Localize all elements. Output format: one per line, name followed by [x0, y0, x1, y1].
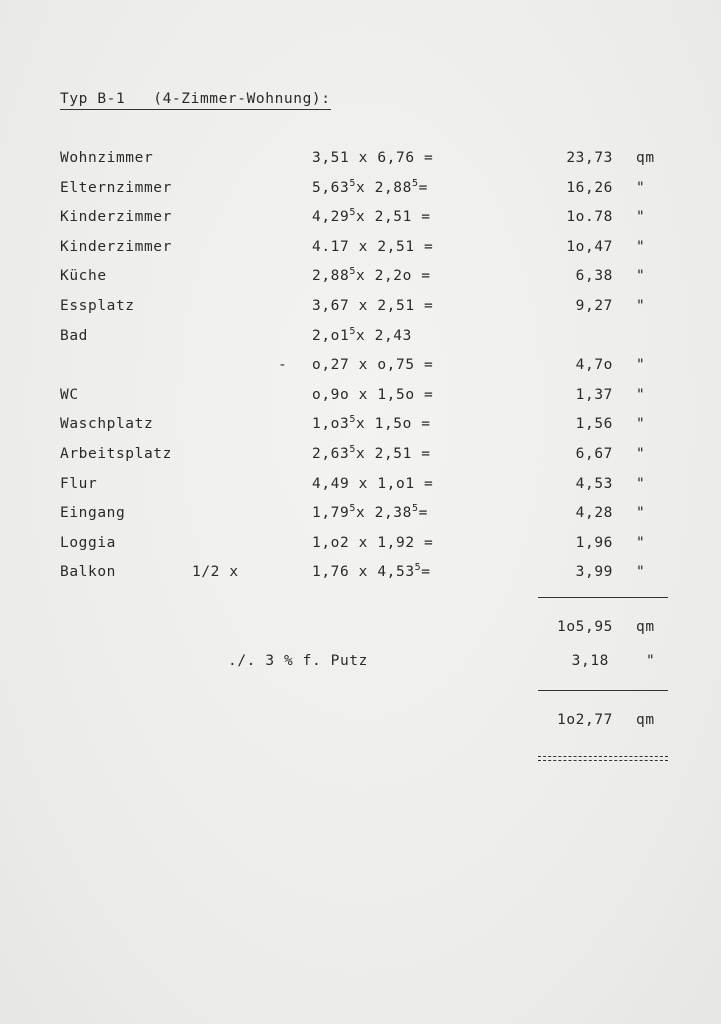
deduction-area: 3,18 [571, 653, 609, 669]
equals-sign: = [424, 239, 434, 255]
document-title: Typ B-1 (4-Zimmer-Wohnung): [60, 92, 331, 110]
dimension-a: 3,51 [312, 150, 350, 166]
area-value: 1,56 [575, 416, 613, 432]
area-value: 3,99 [575, 564, 613, 580]
room-name: Arbeitsplatz [60, 446, 172, 462]
dimension-formula: 1,o2 x 1,92 = [312, 535, 434, 551]
area-value: 4,28 [575, 505, 613, 521]
area-value: 16,26 [566, 180, 613, 196]
subtotal-unit: qm [636, 619, 655, 635]
dimension-formula: 3,67 x 2,51 = [312, 298, 434, 314]
room-name: Elternzimmer [60, 180, 172, 196]
total-rule [538, 690, 668, 691]
dimension-a: 2,88 [312, 268, 350, 284]
area-value: 6,67 [575, 446, 613, 462]
area-value: 4,53 [575, 476, 613, 492]
dimension-formula: 2,63$^5$x 2,51 = [312, 444, 431, 462]
equals-sign: = [424, 357, 434, 373]
equals-sign: = [421, 416, 431, 432]
room-name: Eingang [60, 505, 126, 521]
dimension-b: o,75 [377, 357, 415, 373]
dimension-a-superscript: 5 [349, 414, 356, 425]
area-unit: " [636, 505, 646, 521]
dimension-a-superscript: 5 [349, 444, 356, 455]
dimension-a: 2,o1 [312, 328, 350, 344]
equals-sign: = [424, 535, 434, 551]
subtotal-rule [538, 597, 668, 598]
area-unit: " [636, 180, 646, 196]
dimension-a: 4.17 [312, 239, 350, 255]
dimension-b-superscript: 5 [411, 178, 419, 189]
equals-sign: = [418, 505, 428, 521]
area-value: 23,73 [566, 150, 613, 166]
room-name: Balkon [60, 564, 116, 580]
dimension-b-superscript: 5 [411, 503, 419, 514]
dimension-formula: 1,79$^5$x $2,38^5=$ [312, 503, 428, 521]
dimension-a-superscript: 5 [349, 326, 356, 337]
area-unit: " [636, 209, 646, 225]
equals-sign: = [424, 387, 434, 403]
room-name: Bad [60, 328, 88, 344]
dimension-b: 1,5o [377, 387, 415, 403]
dimension-formula: 1,76 x $4,53^5=$ [312, 562, 431, 580]
room-name: Waschplatz [60, 416, 154, 432]
equals-sign: = [421, 209, 431, 225]
subtotal-area: 1o5,95 [557, 619, 613, 635]
dimension-b: 1,92 [377, 535, 415, 551]
dimension-b: 4,53 [377, 564, 415, 580]
dimension-b: 2,51 [377, 239, 415, 255]
dimension-a: 3,67 [312, 298, 350, 314]
area-unit: " [636, 416, 646, 432]
area-unit: " [636, 387, 646, 403]
room-name: Loggia [60, 535, 116, 551]
area-unit: " [636, 535, 646, 551]
equals-sign: = [421, 446, 431, 462]
area-unit: " [636, 476, 646, 492]
area-value: 1,96 [575, 535, 613, 551]
dimension-b: 2,51 [377, 298, 415, 314]
dimension-formula: o,27 x o,75 = [312, 357, 434, 373]
minus-sign: - [278, 357, 288, 373]
room-name: Küche [60, 268, 107, 284]
factor-label: 1/2 x [192, 564, 239, 580]
equals-sign: = [421, 268, 431, 284]
area-value: 4,7o [575, 357, 613, 373]
dimension-b: 2,88 [374, 180, 412, 196]
dimension-a: 4,29 [312, 209, 350, 225]
dimension-a: 1,o2 [312, 535, 350, 551]
room-name: Kinderzimmer [60, 209, 172, 225]
double-underline [538, 756, 668, 761]
area-value: 1o,47 [566, 239, 613, 255]
equals-sign: = [424, 298, 434, 314]
dimension-a-superscript: 5 [349, 266, 356, 277]
total-area: 1o2,77 [557, 712, 613, 728]
room-name: Kinderzimmer [60, 239, 172, 255]
dimension-b: 1,5o [374, 416, 412, 432]
equals-sign: = [424, 150, 434, 166]
dimension-b-superscript: 5 [414, 562, 422, 573]
area-value: 9,27 [575, 298, 613, 314]
area-unit: " [636, 268, 646, 284]
dimension-b: 2,2o [374, 268, 412, 284]
equals-sign: = [424, 476, 434, 492]
total-unit: qm [636, 712, 655, 728]
room-name: Flur [60, 476, 98, 492]
dimension-formula: 5,63$^5$x $2,88^5=$ [312, 178, 428, 196]
dimension-a: 4,49 [312, 476, 350, 492]
dimension-formula: 4.17 x 2,51 = [312, 239, 434, 255]
dimension-b: 2,38 [374, 505, 412, 521]
area-unit: qm [636, 150, 655, 166]
equals-sign: = [421, 564, 431, 580]
dimension-a-superscript: 5 [349, 178, 356, 189]
dimension-b: 2,51 [374, 209, 412, 225]
dimension-a: o,27 [312, 357, 350, 373]
dimension-b: 1,o1 [377, 476, 415, 492]
dimension-a: 2,63 [312, 446, 350, 462]
deduction-unit: " [646, 653, 656, 669]
area-value: 6,38 [575, 268, 613, 284]
room-name: WC [60, 387, 79, 403]
area-value: 1,37 [575, 387, 613, 403]
area-unit: " [636, 446, 646, 462]
dimension-a: 1,o3 [312, 416, 350, 432]
dimension-formula: 2,88$^5$x 2,2o = [312, 266, 431, 284]
dimension-b: 6,76 [377, 150, 415, 166]
dimension-a-superscript: 5 [349, 207, 356, 218]
dimension-formula: $1,o3^5x$ 1,5o = [312, 414, 431, 432]
deduction-label: ./. 3 % f. Putz [228, 653, 368, 669]
dimension-formula: 4,29$^5$x 2,51 = [312, 207, 431, 225]
dimension-formula: 4,49 x 1,o1 = [312, 476, 434, 492]
equals-sign: = [418, 180, 428, 196]
dimension-formula: o,9o x 1,5o = [312, 387, 434, 403]
area-unit: " [636, 298, 646, 314]
dimension-a: 1,76 [312, 564, 350, 580]
dimension-a-superscript: 5 [349, 503, 356, 514]
area-unit: " [636, 239, 646, 255]
dimension-a: o,9o [312, 387, 350, 403]
dimension-formula: 3,51 x 6,76 = [312, 150, 434, 166]
dimension-formula: $2,o1^5x$ 2,43 [312, 326, 412, 344]
room-name: Wohnzimmer [60, 150, 154, 166]
dimension-a: 5,63 [312, 180, 350, 196]
area-unit: " [636, 564, 646, 580]
area-unit: " [636, 357, 646, 373]
dimension-a: 1,79 [312, 505, 350, 521]
dimension-b: 2,43 [374, 328, 412, 344]
room-name: Essplatz [60, 298, 135, 314]
dimension-b: 2,51 [374, 446, 412, 462]
area-value: 1o.78 [566, 209, 613, 225]
